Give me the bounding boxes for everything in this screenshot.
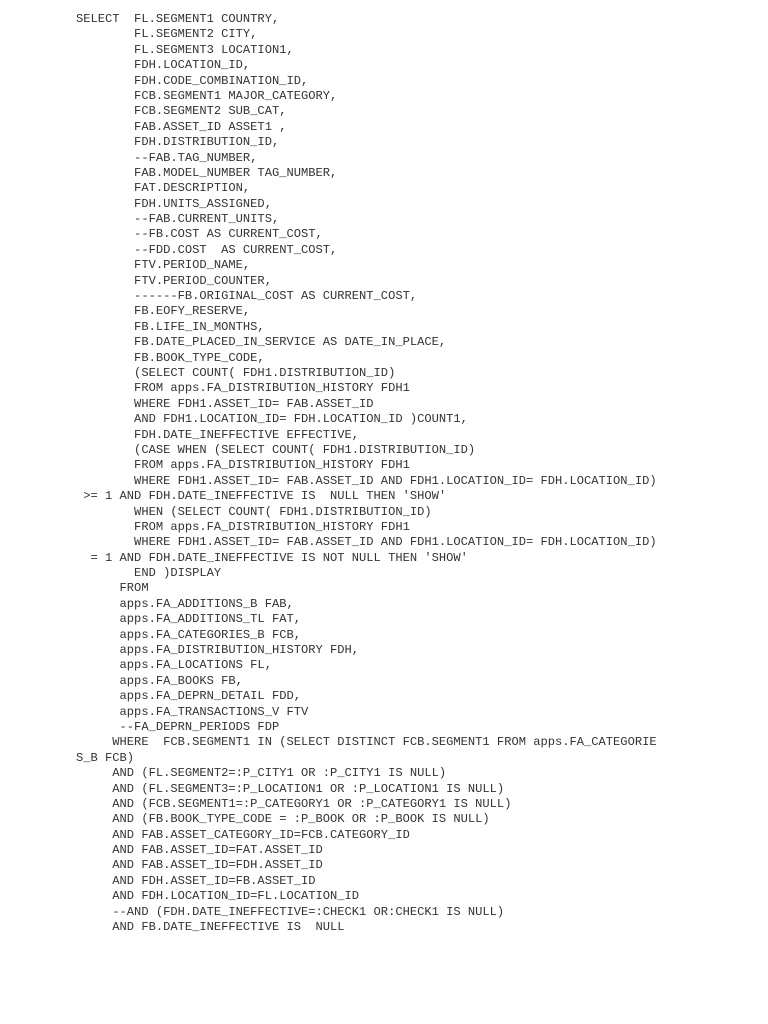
- code-line: AND FAB.ASSET_ID=FAT.ASSET_ID: [76, 843, 323, 858]
- code-line: --FDD.COST AS CURRENT_COST,: [76, 242, 338, 257]
- code-line: FAB.MODEL_NUMBER TAG_NUMBER,: [76, 165, 338, 180]
- code-line: FCB.SEGMENT1 MAJOR_CATEGORY,: [76, 88, 338, 103]
- code-line: --AND (FDH.DATE_INEFFECTIVE=:CHECK1 OR:CHECK1 IS NULL): [76, 904, 505, 919]
- code-line: S_B FCB): [76, 750, 135, 765]
- code-line: --FAB.CURRENT_UNITS,: [76, 212, 280, 227]
- code-line: FDH.DISTRIBUTION_ID,: [76, 135, 280, 150]
- code-line: FB.BOOK_TYPE_CODE,: [76, 350, 265, 365]
- code-line: WHERE FDH1.ASSET_ID= FAB.ASSET_ID AND FDH1.LOCATION_ID= FDH.LOCATION_ID): [76, 535, 657, 550]
- code-line: AND FB.DATE_INEFFECTIVE IS NULL: [76, 920, 345, 935]
- code-line: ------FB.ORIGINAL_COST AS CURRENT_COST,: [76, 289, 418, 304]
- code-line: SELECT FL.SEGMENT1 COUNTRY,: [76, 12, 280, 26]
- code-line: FL.SEGMENT2 CITY,: [76, 27, 258, 42]
- code-line: AND FDH.LOCATION_ID=FL.LOCATION_ID: [76, 889, 360, 904]
- code-line: FDH.LOCATION_ID,: [76, 58, 251, 73]
- code-line: FTV.PERIOD_COUNTER,: [76, 273, 272, 288]
- code-line: FROM apps.FA_DISTRIBUTION_HISTORY FDH1: [76, 519, 410, 534]
- code-line: --FAB.TAG_NUMBER,: [76, 150, 258, 165]
- code-line: FROM apps.FA_DISTRIBUTION_HISTORY FDH1: [76, 381, 410, 396]
- code-line: FB.DATE_PLACED_IN_SERVICE AS DATE_IN_PLACE,: [76, 335, 447, 350]
- code-line: (SELECT COUNT( FDH1.DISTRIBUTION_ID): [76, 365, 396, 380]
- code-line: FDH.CODE_COMBINATION_ID,: [76, 73, 309, 88]
- code-line: --FB.COST AS CURRENT_COST,: [76, 227, 323, 242]
- code-line: AND FDH.ASSET_ID=FB.ASSET_ID: [76, 873, 316, 888]
- code-line: FROM apps.FA_DISTRIBUTION_HISTORY FDH1: [76, 458, 410, 473]
- code-line: AND FAB.ASSET_CATEGORY_ID=FCB.CATEGORY_ID: [76, 827, 410, 842]
- code-line: apps.FA_DEPRN_DETAIL FDD,: [76, 689, 301, 704]
- code-line: = 1 AND FDH.DATE_INEFFECTIVE IS NOT NULL THEN 'SHOW': [76, 550, 468, 565]
- code-line: WHERE FDH1.ASSET_ID= FAB.ASSET_ID: [76, 396, 374, 411]
- code-line: AND (FCB.SEGMENT1=:P_CATEGORY1 OR :P_CATEGORY1 IS NULL): [76, 796, 512, 811]
- code-line: WHERE FCB.SEGMENT1 IN (SELECT DISTINCT FCB.SEGMENT1 FROM apps.FA_CATEGORIE: [76, 735, 657, 750]
- sql-code-block: [76, 12, 657, 935]
- code-line: apps.FA_CATEGORIES_B FCB,: [76, 627, 301, 642]
- code-line: FL.SEGMENT3 LOCATION1,: [76, 42, 294, 57]
- code-line: WHEN (SELECT COUNT( FDH1.DISTRIBUTION_ID): [76, 504, 432, 519]
- code-line: apps.FA_DISTRIBUTION_HISTORY FDH,: [76, 643, 360, 658]
- code-line: FB.EOFY_RESERVE,: [76, 304, 251, 319]
- code-line: FROM: [76, 581, 149, 596]
- code-line: apps.FA_ADDITIONS_B FAB,: [76, 596, 294, 611]
- code-line: AND FAB.ASSET_ID=FDH.ASSET_ID: [76, 858, 323, 873]
- code-line: >= 1 AND FDH.DATE_INEFFECTIVE IS NULL THEN 'SHOW': [76, 489, 447, 504]
- code-line: AND (FL.SEGMENT2=:P_CITY1 OR :P_CITY1 IS NULL): [76, 766, 447, 781]
- code-line: apps.FA_ADDITIONS_TL FAT,: [76, 612, 301, 627]
- code-line: apps.FA_TRANSACTIONS_V FTV: [76, 704, 309, 719]
- code-line: END )DISPLAY: [76, 566, 222, 581]
- code-line: FAT.DESCRIPTION,: [76, 181, 251, 196]
- code-line: AND (FL.SEGMENT3=:P_LOCATION1 OR :P_LOCATION1 IS NULL): [76, 781, 505, 796]
- code-line: AND (FB.BOOK_TYPE_CODE = :P_BOOK OR :P_BOOK IS NULL): [76, 812, 490, 827]
- code-line: apps.FA_LOCATIONS FL,: [76, 658, 272, 673]
- code-line: FB.LIFE_IN_MONTHS,: [76, 319, 265, 334]
- code-line: WHERE FDH1.ASSET_ID= FAB.ASSET_ID AND FDH1.LOCATION_ID= FDH.LOCATION_ID): [76, 473, 657, 488]
- code-line: FAB.ASSET_ID ASSET1 ,: [76, 119, 287, 134]
- code-line: apps.FA_BOOKS FB,: [76, 673, 243, 688]
- code-line: FDH.UNITS_ASSIGNED,: [76, 196, 272, 211]
- code-line: AND FDH1.LOCATION_ID= FDH.LOCATION_ID )COUNT1,: [76, 412, 468, 427]
- code-line: --FA_DEPRN_PERIODS FDP: [76, 719, 280, 734]
- code-line: FTV.PERIOD_NAME,: [76, 258, 251, 273]
- code-line: FCB.SEGMENT2 SUB_CAT,: [76, 104, 287, 119]
- code-line: (CASE WHEN (SELECT COUNT( FDH1.DISTRIBUTION_ID): [76, 442, 476, 457]
- code-line: FDH.DATE_INEFFECTIVE EFFECTIVE,: [76, 427, 360, 442]
